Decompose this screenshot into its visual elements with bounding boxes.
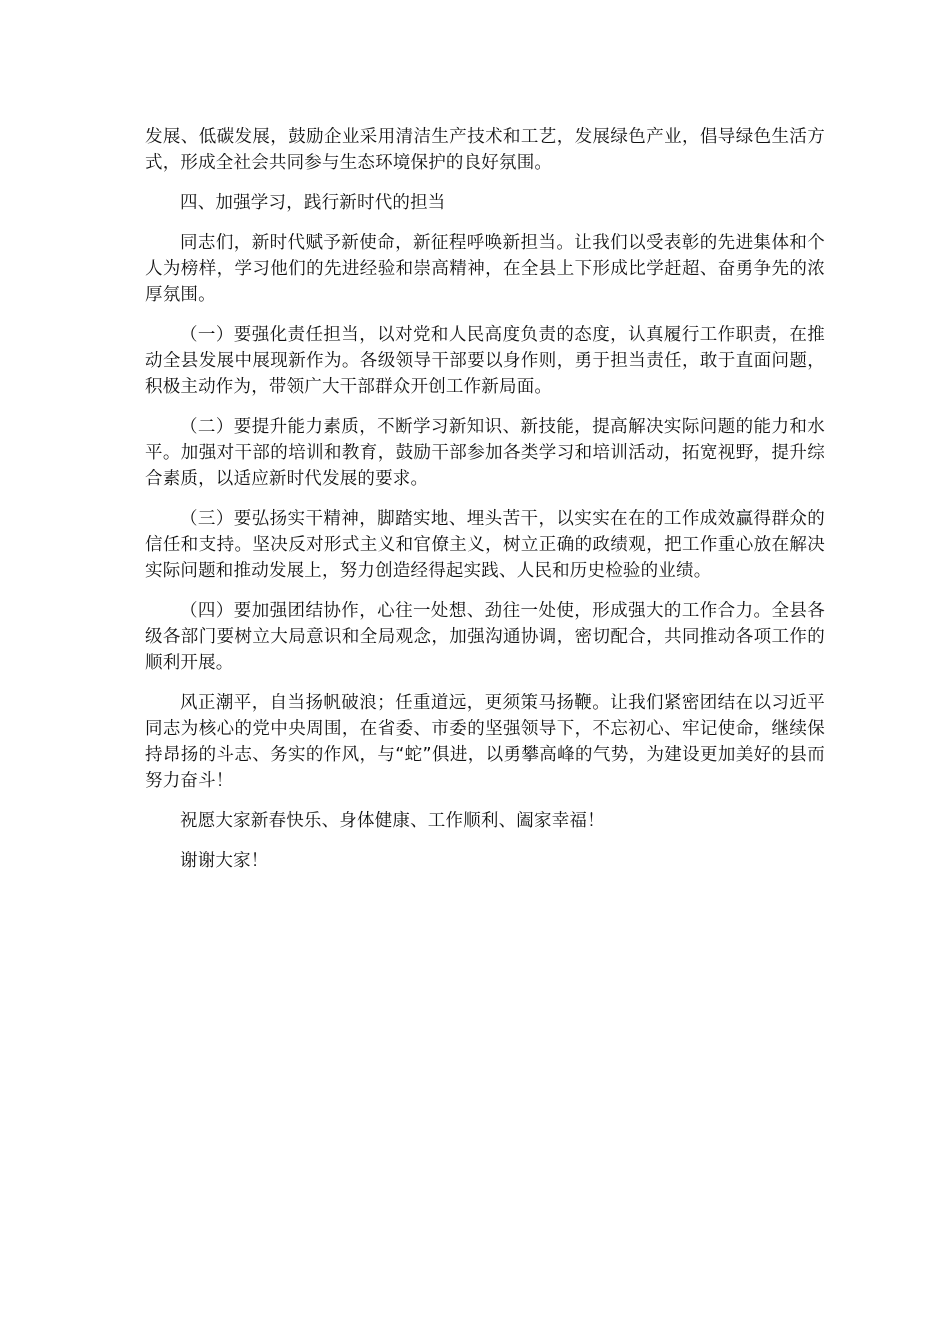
paragraph-wishes: 祝愿大家新春快乐、身体健康、工作顺利、阖家幸福！ [180, 811, 605, 831]
paragraph-item-four: （四）要加强团结协作，心往一处想、劲往一处使，形成强大的工作合力。全县各级各部门要树立大局意识和全局观念，加强沟通协调，密切配合，共同推动各项工作的顺利开展。 [145, 601, 825, 673]
paragraph-item-three: （三）要弘扬实干精神，脚踏实地、埋头苦干，以实实在在的工作成效赢得群众的信任和支持。坚决反对形式主义和官僚主义，树立正确的政绩观，把工作重心放在解决实际问题和推动发展上，努力创造经得起实践、人民和历史检验的业绩。 [145, 509, 825, 581]
document-body [145, 124, 825, 888]
section-heading-four: 四、加强学习，践行新时代的担当 [180, 193, 446, 213]
paragraph-thanks: 谢谢大家！ [180, 851, 269, 871]
paragraph-continuation: 发展、低碳发展，鼓励企业采用清洁生产技术和工艺，发展绿色产业，倡导绿色生活方式，形成全社会共同参与生态环境保护的良好氛围。 [145, 127, 825, 173]
paragraph-item-two: （二）要提升能力素质，不断学习新知识、新技能，提高解决实际问题的能力和水平。加强对干部的培训和教育，鼓励干部参加各类学习和培训活动，拓宽视野，提升综合素质，以适应新时代发展的要求。 [145, 417, 825, 489]
paragraph-item-one: （一）要强化责任担当，以对党和人民高度负责的态度，认真履行工作职责，在推动全县发展中展现新作为。各级领导干部要以身作则，勇于担当责任，敢于直面问题，积极主动作为，带领广大干部群众开创工作新局面。 [145, 325, 825, 397]
paragraph-closing: 风正潮平，自当扬帆破浪；任重道远，更须策马扬鞭。让我们紧密团结在以习近平同志为核心的党中央周围，在省委、市委的坚强领导下，不忘初心、牢记使命，继续保持昂扬的斗志、务实的作风，与“蛇”俱进，以勇攀高峰的气势，为建设更加美好的县而努力奋斗！ [145, 693, 825, 791]
paragraph-comrades: 同志们，新时代赋予新使命，新征程呼唤新担当。让我们以受表彰的先进集体和个人为榜样，学习他们的先进经验和崇高精神，在全县上下形成比学赶超、奋勇争先的浓厚氛围。 [145, 233, 825, 305]
